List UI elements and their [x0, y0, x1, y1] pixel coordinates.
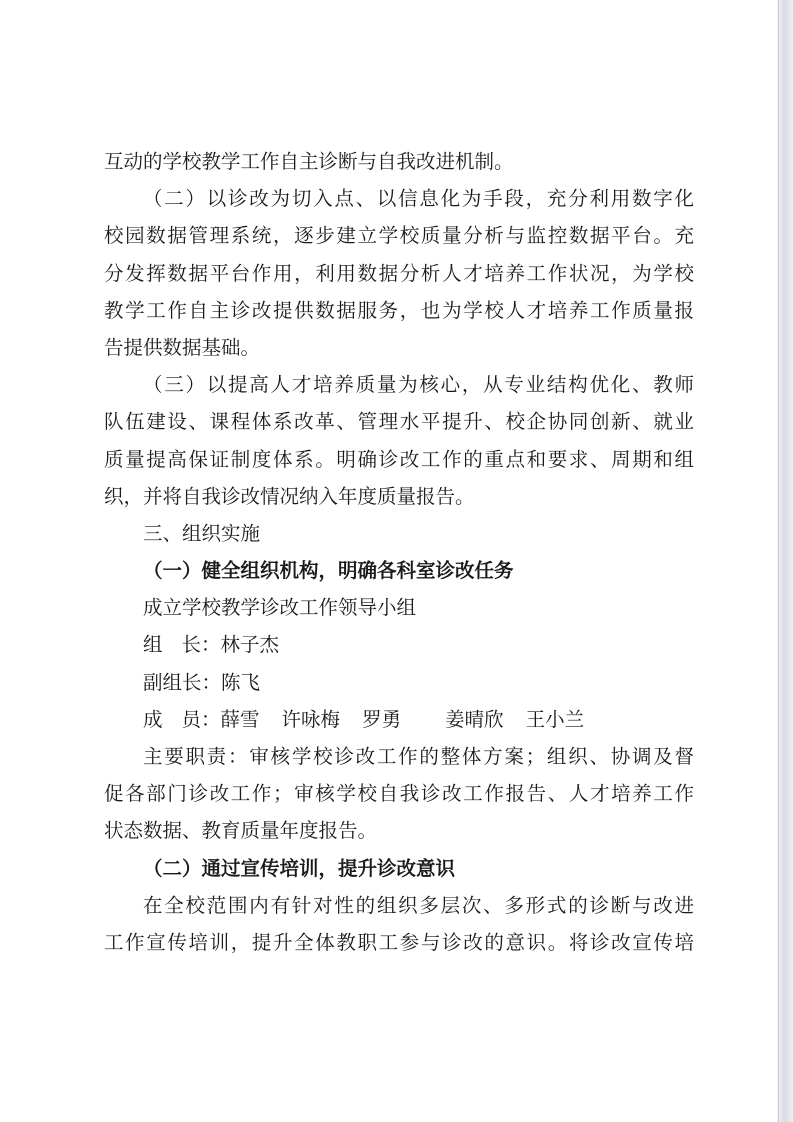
text-line: （二）以诊改为切入点、以信息化为手段，充分利用数字化: [143, 187, 694, 211]
members-label-b: 员：: [181, 707, 221, 731]
text-line: 队伍建设、课程体系改革、管理水平提升、校企协同创新、就业: [104, 410, 694, 434]
text-line: 校园数据管理系统，逐步建立学校质量分析与监控数据平台。充: [104, 224, 694, 248]
member-name: 王小兰: [525, 707, 585, 731]
leader-line: [104, 626, 694, 663]
deputy-line: [104, 664, 694, 701]
subsection-heading: （一）健全组织机构，明确各科室诊改任务: [143, 559, 514, 583]
text-line: 在全校范围内有针对性的组织多层次、多形式的诊断与改进: [143, 893, 694, 917]
leader-name: 林子杰: [220, 633, 280, 657]
deputy-name: 陈飞: [221, 670, 261, 694]
text-line: 织，并将自我诊改情况纳入年度质量报告。: [104, 484, 475, 508]
text-line: 教学工作自主诊改提供数据服务，也为学校人才培养工作质量报: [104, 298, 694, 322]
leader-label-b: 长：: [181, 633, 221, 657]
text-line: 主要职责：审核学校诊改工作的整体方案；组织、协调及督: [143, 745, 694, 768]
text-line: 状态数据、教育质量年度报告。: [104, 819, 378, 843]
member-name: 罗勇: [362, 707, 402, 731]
members-label-a: 成: [143, 707, 163, 731]
section-heading: 三、组织实施: [143, 521, 261, 545]
scan-edge-line: [778, 0, 779, 1122]
text-line: 工作宣传培训，提升全体教职工参与诊改的意识。将诊改宣传培: [104, 930, 694, 954]
text-line: （三）以提高人才培养质量为核心，从专业结构优化、教师: [143, 373, 694, 397]
leader-label-a: 组: [143, 633, 163, 657]
text-line: 质量提高保证制度体系。明确诊改工作的重点和要求、周期和组: [104, 447, 694, 471]
text-line: 互动的学校教学工作自主诊断与自我改进机制。: [104, 150, 514, 173]
text-line: 成立学校教学诊改工作领导小组: [143, 596, 417, 620]
document-body: [104, 143, 694, 961]
subsection-heading: （二）通过宣传培训，提升诊改意识: [143, 856, 456, 880]
text-line: 分发挥数据平台作用，利用数据分析人才培养工作状况，为学校: [104, 261, 694, 285]
deputy-label: 副组长：: [143, 670, 222, 694]
member-name: 薛雪: [220, 707, 260, 731]
members-line: [104, 701, 694, 738]
text-line: 告提供数据基础。: [104, 335, 261, 359]
member-name: 姜晴欣: [445, 707, 504, 731]
member-name: 许咏梅: [281, 707, 341, 731]
scan-edge: [777, 0, 793, 1122]
text-line: 促各部门诊改工作；审核学校自我诊改工作报告、人才培养工作: [104, 782, 694, 806]
